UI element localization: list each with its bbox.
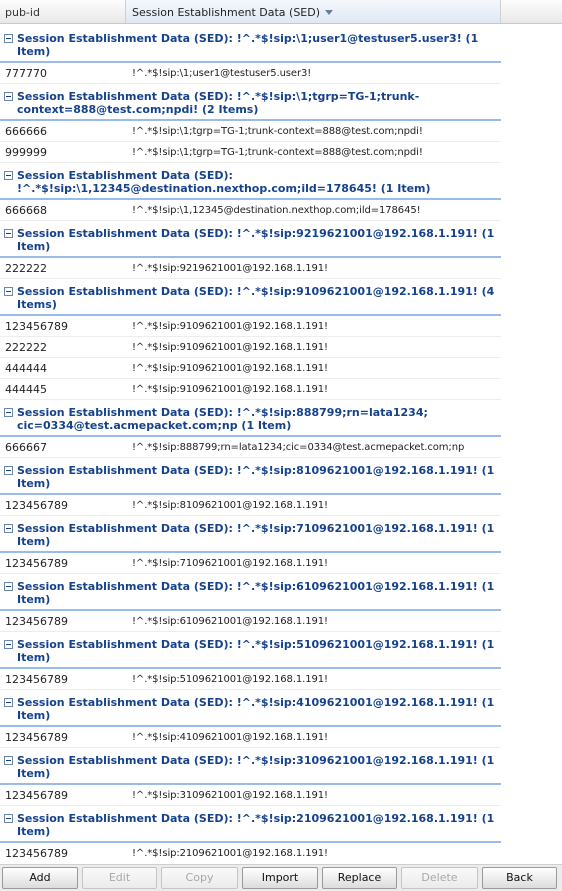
table-row[interactable] bbox=[0, 121, 501, 142]
pub-id-cell: 123456789 bbox=[5, 730, 68, 744]
pub-id-cell: 123456789 bbox=[5, 672, 68, 686]
group-title: Session Establishment Data (SED): !^.*$!sip:8109621001@192.168.1.191! (1 Item) bbox=[17, 464, 495, 490]
group-title: Session Establishment Data (SED): !^.*$!sip:9219621001@192.168.1.191! (1 Item) bbox=[17, 227, 495, 253]
group-header[interactable] bbox=[0, 574, 501, 611]
sed-group bbox=[0, 163, 501, 221]
sed-group bbox=[0, 574, 501, 632]
pub-id-cell: 444444 bbox=[5, 361, 47, 375]
sed-group bbox=[0, 458, 501, 516]
pub-id-cell: 222222 bbox=[5, 261, 47, 275]
replace-button[interactable]: Replace bbox=[322, 867, 397, 889]
group-title: Session Establishment Data (SED): !^.*$!sip:5109621001@192.168.1.191! (1 Item) bbox=[17, 638, 495, 664]
collapse-icon[interactable] bbox=[4, 34, 13, 43]
group-title: Session Establishment Data (SED): !^.*$!sip:888799;rn=lata1234; cic=0334@test.acmepacket.com;np (1 Item) bbox=[17, 406, 428, 432]
edit-button[interactable]: Edit bbox=[82, 867, 157, 889]
pub-id-cell: 999999 bbox=[5, 145, 47, 159]
sed-cell: !^.*$!sip:9219621001@192.168.1.191! bbox=[132, 262, 328, 274]
import-button[interactable]: Import bbox=[242, 867, 318, 889]
pub-id-cell: 666667 bbox=[5, 440, 47, 454]
collapse-icon[interactable] bbox=[4, 698, 13, 707]
group-header[interactable] bbox=[0, 84, 501, 121]
sed-group bbox=[0, 279, 501, 400]
sed-cell: !^.*$!sip:9109621001@192.168.1.191! bbox=[132, 341, 328, 353]
sed-cell: !^.*$!sip:\1;tgrp=TG-1;trunk-context=888@test.com;npdi! bbox=[132, 146, 423, 158]
copy-button[interactable]: Copy bbox=[161, 867, 238, 889]
group-header[interactable] bbox=[0, 163, 501, 200]
group-header[interactable] bbox=[0, 400, 501, 437]
sort-descending-icon[interactable] bbox=[325, 10, 333, 15]
action-toolbar bbox=[0, 864, 562, 891]
collapse-icon[interactable] bbox=[4, 582, 13, 591]
sed-cell: !^.*$!sip:3109621001@192.168.1.191! bbox=[132, 789, 328, 801]
sed-cell: !^.*$!sip:6109621001@192.168.1.191! bbox=[132, 615, 328, 627]
collapse-icon[interactable] bbox=[4, 287, 13, 296]
sed-cell: !^.*$!sip:8109621001@192.168.1.191! bbox=[132, 499, 328, 511]
collapse-icon[interactable] bbox=[4, 171, 13, 180]
group-title: Session Establishment Data (SED): !^.*$!sip:\1,12345@destination.nexthop.com;ild=178645! (1 Item) bbox=[17, 169, 431, 195]
sed-group bbox=[0, 632, 501, 690]
table-row[interactable] bbox=[0, 142, 501, 163]
sed-cell: !^.*$!sip:7109621001@192.168.1.191! bbox=[132, 557, 328, 569]
table-row[interactable] bbox=[0, 358, 501, 379]
sed-cell: !^.*$!sip:4109621001@192.168.1.191! bbox=[132, 731, 328, 743]
sed-group bbox=[0, 26, 501, 84]
sed-group bbox=[0, 748, 501, 806]
pub-id-cell: 123456789 bbox=[5, 788, 68, 802]
sed-cell: !^.*$!sip:9109621001@192.168.1.191! bbox=[132, 362, 328, 374]
grid-body bbox=[0, 26, 501, 862]
pub-id-cell: 444445 bbox=[5, 382, 47, 396]
collapse-icon[interactable] bbox=[4, 756, 13, 765]
sed-group bbox=[0, 806, 501, 862]
sed-cell: !^.*$!sip:888799;rn=lata1234;cic=0334@test.acmepacket.com;np bbox=[132, 441, 465, 453]
group-header[interactable] bbox=[0, 748, 501, 785]
back-button[interactable]: Back bbox=[482, 867, 557, 889]
table-row[interactable] bbox=[0, 316, 501, 337]
sed-group bbox=[0, 400, 501, 458]
table-row[interactable] bbox=[0, 843, 501, 862]
table-row[interactable] bbox=[0, 785, 501, 806]
sed-group bbox=[0, 516, 501, 574]
column-header-sed-label: Session Establishment Data (SED) bbox=[132, 6, 321, 19]
collapse-icon[interactable] bbox=[4, 408, 13, 417]
add-button[interactable]: Add bbox=[2, 867, 78, 889]
table-row[interactable] bbox=[0, 669, 501, 690]
group-header[interactable] bbox=[0, 516, 501, 553]
column-header-sed[interactable] bbox=[126, 0, 501, 23]
pub-id-cell: 123456789 bbox=[5, 846, 68, 860]
sed-cell: !^.*$!sip:2109621001@192.168.1.191! bbox=[132, 847, 328, 859]
group-header[interactable] bbox=[0, 632, 501, 669]
collapse-icon[interactable] bbox=[4, 524, 13, 533]
group-title: Session Establishment Data (SED): !^.*$!sip:\1;user1@testuser5.user3! (1 Item) bbox=[17, 32, 479, 58]
collapse-icon[interactable] bbox=[4, 466, 13, 475]
group-title: Session Establishment Data (SED): !^.*$!sip:7109621001@192.168.1.191! (1 Item) bbox=[17, 522, 495, 548]
collapse-icon[interactable] bbox=[4, 229, 13, 238]
sed-cell: !^.*$!sip:9109621001@192.168.1.191! bbox=[132, 320, 328, 332]
group-title: Session Establishment Data (SED): !^.*$!sip:3109621001@192.168.1.191! (1 Item) bbox=[17, 754, 495, 780]
sed-cell: !^.*$!sip:9109621001@192.168.1.191! bbox=[132, 383, 328, 395]
sed-cell: !^.*$!sip:5109621001@192.168.1.191! bbox=[132, 673, 328, 685]
group-header[interactable] bbox=[0, 690, 501, 727]
group-header[interactable] bbox=[0, 221, 501, 258]
collapse-icon[interactable] bbox=[4, 92, 13, 101]
group-title: Session Establishment Data (SED): !^.*$!sip:9109621001@192.168.1.191! (4 Items) bbox=[17, 285, 495, 311]
pub-id-cell: 123456789 bbox=[5, 498, 68, 512]
pub-id-cell: 666668 bbox=[5, 203, 47, 217]
pub-id-cell: 666666 bbox=[5, 124, 47, 138]
column-header-pub-id[interactable]: pub-id bbox=[0, 0, 126, 23]
sed-group bbox=[0, 84, 501, 163]
pub-id-cell: 123456789 bbox=[5, 556, 68, 570]
table-row[interactable] bbox=[0, 437, 501, 458]
table-row[interactable] bbox=[0, 611, 501, 632]
table-row[interactable] bbox=[0, 337, 501, 358]
collapse-icon[interactable] bbox=[4, 640, 13, 649]
pub-id-cell: 123456789 bbox=[5, 319, 68, 333]
sed-cell: !^.*$!sip:\1;tgrp=TG-1;trunk-context=888@test.com;npdi! bbox=[132, 125, 423, 137]
collapse-icon[interactable] bbox=[4, 814, 13, 823]
pub-id-cell: 222222 bbox=[5, 340, 47, 354]
group-header[interactable] bbox=[0, 26, 501, 63]
group-title: Session Establishment Data (SED): !^.*$!sip:4109621001@192.168.1.191! (1 Item) bbox=[17, 696, 495, 722]
group-title: Session Establishment Data (SED): !^.*$!sip:2109621001@192.168.1.191! (1 Item) bbox=[17, 812, 495, 838]
table-row[interactable] bbox=[0, 727, 501, 748]
group-title: Session Establishment Data (SED): !^.*$!sip:6109621001@192.168.1.191! (1 Item) bbox=[17, 580, 495, 606]
group-header[interactable] bbox=[0, 806, 501, 843]
table-row[interactable] bbox=[0, 553, 501, 574]
pub-id-cell: 123456789 bbox=[5, 614, 68, 628]
table-row[interactable] bbox=[0, 63, 501, 84]
table-row[interactable] bbox=[0, 258, 501, 279]
sed-group bbox=[0, 221, 501, 279]
sed-cell: !^.*$!sip:\1;user1@testuser5.user3! bbox=[132, 67, 312, 79]
grid-header bbox=[0, 0, 562, 24]
table-row[interactable] bbox=[0, 200, 501, 221]
pub-id-cell: 777770 bbox=[5, 66, 47, 80]
sed-group bbox=[0, 690, 501, 748]
column-header-filler bbox=[501, 0, 562, 23]
group-header[interactable] bbox=[0, 279, 501, 316]
group-header[interactable] bbox=[0, 458, 501, 495]
table-row[interactable] bbox=[0, 495, 501, 516]
group-title: Session Establishment Data (SED): !^.*$!sip:\1;tgrp=TG-1;trunk-context=888@test.com;npdi! (2 Items) bbox=[17, 90, 420, 116]
delete-button[interactable]: Delete bbox=[401, 867, 478, 889]
sed-cell: !^.*$!sip:\1,12345@destination.nexthop.com;ild=178645! bbox=[132, 204, 421, 216]
table-row[interactable] bbox=[0, 379, 501, 400]
